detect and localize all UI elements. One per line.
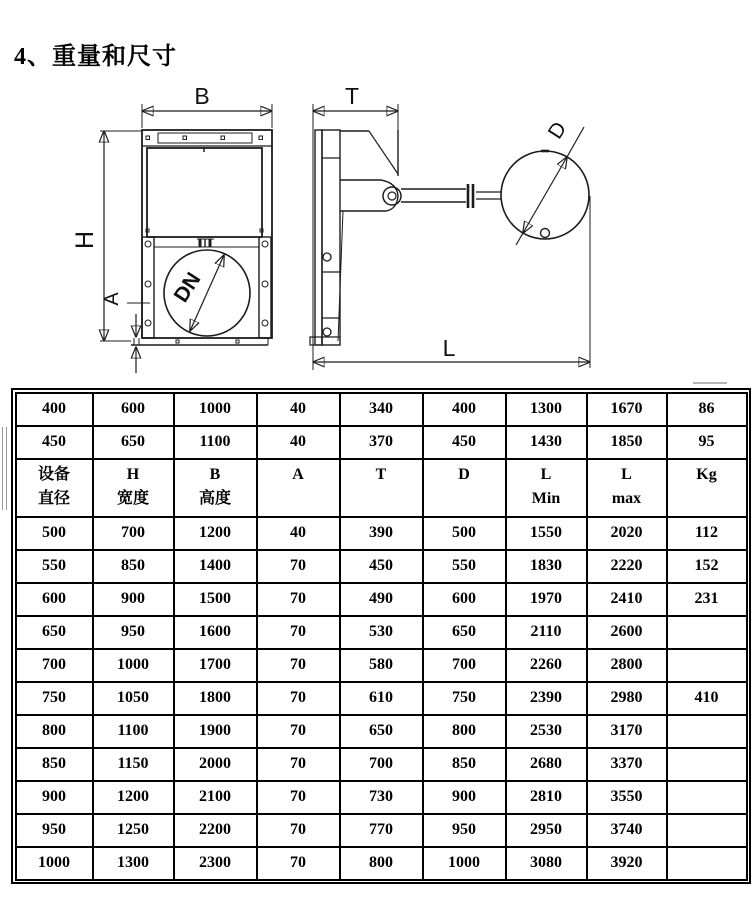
table-cell: 340 [340,393,423,426]
table-cell: 750 [16,682,93,715]
table-cell: 2100 [174,781,257,814]
table-cell: 3170 [587,715,667,748]
table-cell: 900 [16,781,93,814]
table-cell: 2260 [506,649,587,682]
table-cell: 2600 [587,616,667,649]
table-row [16,426,747,459]
table-cell [667,715,747,748]
table-cell: 800 [16,715,93,748]
front-view-gap-label: A [101,292,123,306]
table-cell: 1100 [93,715,174,748]
table-cell: 2200 [174,814,257,847]
table-cell: 770 [340,814,423,847]
table-cell: 530 [340,616,423,649]
table-cell: 1830 [506,550,587,583]
table-cell: 86 [667,393,747,426]
table-cell: 1000 [423,847,506,880]
table-row [16,715,747,748]
table-cell: 610 [340,682,423,715]
page-title: 4、重量和尺寸 [14,44,177,70]
table-cell: 1000 [16,847,93,880]
table-row [16,583,747,616]
table-row [16,682,747,715]
header-cell: A [257,459,340,517]
table-cell: 1000 [174,393,257,426]
header-cell: 设备 直径 [16,459,93,517]
table-row [16,649,747,682]
table-cell: 70 [257,781,340,814]
table-cell: 410 [667,682,747,715]
table-cell: 700 [340,748,423,781]
table-cell: 750 [423,682,506,715]
scan-artifact-line [693,382,727,384]
side-view-wheel-diameter-label: D [543,117,572,144]
table-cell: 800 [423,715,506,748]
table-cell: 700 [16,649,93,682]
table-cell: 650 [340,715,423,748]
table-cell: 3920 [587,847,667,880]
table-cell [667,847,747,880]
table-cell: 112 [667,517,747,550]
table-cell: 1300 [506,393,587,426]
table-cell: 70 [257,649,340,682]
header-cell: L Min [506,459,587,517]
table-cell: 900 [423,781,506,814]
table-cell: 2680 [506,748,587,781]
table-row [16,781,747,814]
table-cell: 3740 [587,814,667,847]
table-cell: 500 [16,517,93,550]
table-cell: 1550 [506,517,587,550]
front-view-height-label: H [71,230,99,250]
table-cell: 2000 [174,748,257,781]
header-cell: H 宽度 [93,459,174,517]
table-cell: 450 [423,426,506,459]
table-cell: 850 [16,748,93,781]
table-cell: 850 [93,550,174,583]
table-cell: 1670 [587,393,667,426]
table-cell: 2980 [587,682,667,715]
table-cell: 700 [93,517,174,550]
side-view-depth-label: T [344,83,360,109]
table-cell: 40 [257,517,340,550]
table-cell: 70 [257,583,340,616]
table-cell: 2950 [506,814,587,847]
table-cell: 2220 [587,550,667,583]
table-cell: 2810 [506,781,587,814]
table-cell: 550 [423,550,506,583]
table-cell: 1430 [506,426,587,459]
table-cell: 1150 [93,748,174,781]
bolt-hole [323,253,331,261]
table-cell: 1100 [174,426,257,459]
side-view-drawing [310,83,590,370]
table-cell: 650 [423,616,506,649]
table-cell: 1600 [174,616,257,649]
table-cell: 450 [16,426,93,459]
table-cell: 2530 [506,715,587,748]
table-cell: 400 [423,393,506,426]
table-row [16,393,747,426]
table-cell: 3550 [587,781,667,814]
table-cell: 70 [257,847,340,880]
table-cell [667,814,747,847]
table-cell [667,649,747,682]
table-cell: 800 [340,847,423,880]
table-cell: 1400 [174,550,257,583]
dimensions-table [15,392,748,881]
table-row [16,847,747,880]
table-cell: 950 [93,616,174,649]
table-cell: 900 [93,583,174,616]
table-cell: 1200 [93,781,174,814]
table-cell: 1250 [93,814,174,847]
table-cell: 1700 [174,649,257,682]
table-cell: 400 [16,393,93,426]
table-cell: 370 [340,426,423,459]
bolt-hole [323,328,331,336]
table-cell: 950 [423,814,506,847]
table-cell: 1500 [174,583,257,616]
table-cell: 1970 [506,583,587,616]
table-cell: 70 [257,682,340,715]
table-cell: 1200 [174,517,257,550]
table-cell: 950 [16,814,93,847]
valve-dimension-drawings [0,80,751,380]
header-cell: D [423,459,506,517]
table-cell [667,781,747,814]
table-cell: 70 [257,715,340,748]
header-cell: Kg [667,459,747,517]
table-cell: 600 [423,583,506,616]
table-cell: 1300 [93,847,174,880]
table-cell: 2390 [506,682,587,715]
table-cell: 390 [340,517,423,550]
bonnet-panel [147,148,262,237]
table-row [16,550,747,583]
table-cell: 1850 [587,426,667,459]
dimensions-table-wrapper [11,388,751,884]
margin-change-bar [2,427,7,510]
table-cell: 3080 [506,847,587,880]
table-cell: 40 [257,393,340,426]
table-cell: 850 [423,748,506,781]
table-cell: 70 [257,616,340,649]
table-row [16,616,747,649]
table-cell: 152 [667,550,747,583]
table-cell: 650 [93,426,174,459]
table-cell: 70 [257,814,340,847]
table-row [16,814,747,847]
front-view-bore-label: DN [169,268,206,307]
table-cell: 1900 [174,715,257,748]
header-cell: B 高度 [174,459,257,517]
front-view-width-label: B [194,83,210,109]
table-cell: 1050 [93,682,174,715]
table-cell: 490 [340,583,423,616]
table-cell: 2800 [587,649,667,682]
table-cell: 730 [340,781,423,814]
table-cell: 600 [93,393,174,426]
table-cell: 2410 [587,583,667,616]
table-header-row [16,459,747,517]
table-cell: 40 [257,426,340,459]
table-cell: 450 [340,550,423,583]
table-cell: 580 [340,649,423,682]
table-cell: 500 [423,517,506,550]
table-cell [667,616,747,649]
table-cell: 3370 [587,748,667,781]
table-cell: 700 [423,649,506,682]
front-view-drawing [71,83,272,373]
table-cell: 2300 [174,847,257,880]
table-row [16,517,747,550]
table-cell: 95 [667,426,747,459]
table-cell: 2020 [587,517,667,550]
table-cell: 650 [16,616,93,649]
header-cell: T [340,459,423,517]
table-cell: 550 [16,550,93,583]
table-cell: 70 [257,550,340,583]
table-cell: 2110 [506,616,587,649]
table-cell [667,748,747,781]
side-view-length-label: L [442,335,456,361]
table-cell: 600 [16,583,93,616]
dim-line-D [523,157,567,233]
table-cell: 70 [257,748,340,781]
table-row [16,748,747,781]
table-cell: 1000 [93,649,174,682]
header-cell: L max [587,459,667,517]
table-cell: 1800 [174,682,257,715]
table-cell: 231 [667,583,747,616]
